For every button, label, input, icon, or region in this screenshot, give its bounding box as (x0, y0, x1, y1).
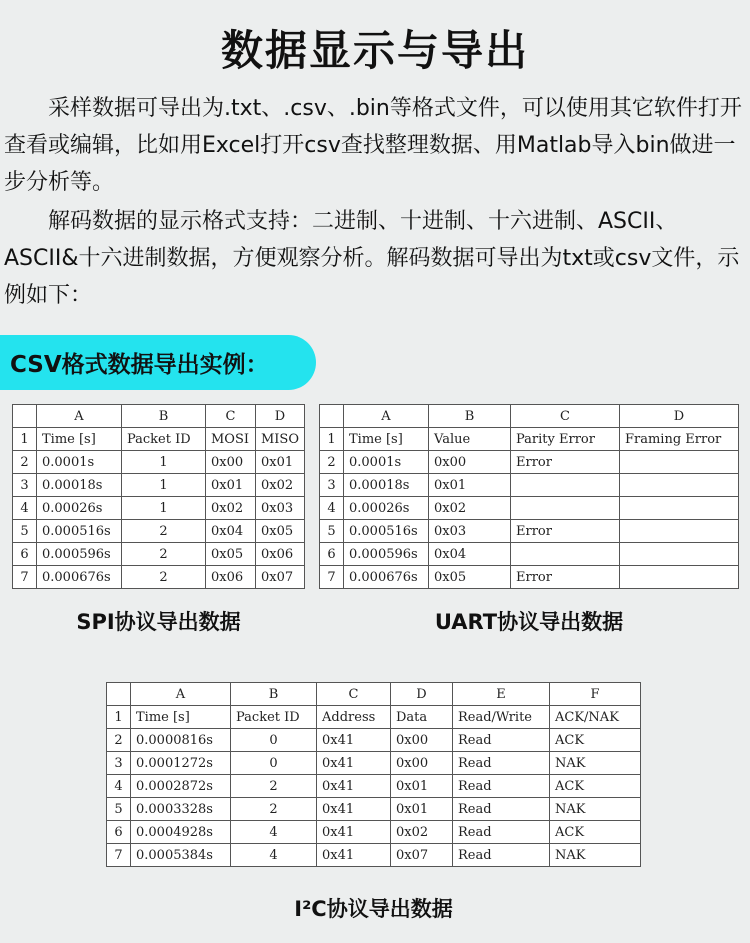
column-header[interactable]: C (317, 683, 391, 706)
column-header[interactable]: D (255, 405, 304, 428)
row-number[interactable]: 3 (13, 474, 37, 497)
table-cell[interactable]: 0.000516s (344, 520, 429, 543)
table-cell[interactable]: Framing Error (620, 428, 739, 451)
table-cell[interactable]: 0x04 (429, 543, 511, 566)
table-row (13, 428, 305, 451)
table-row (13, 497, 305, 520)
table-cell[interactable]: 0 (231, 752, 317, 775)
column-header-row (13, 405, 305, 428)
spi-caption: SPI协议导出数据 (76, 610, 241, 634)
table-cell[interactable]: 0x01 (205, 474, 255, 497)
table-row (320, 566, 739, 589)
row-number[interactable]: 2 (320, 451, 344, 474)
row-number[interactable]: 3 (107, 752, 131, 775)
table-cell[interactable]: 0.000516s (37, 520, 122, 543)
uart-caption: UART协议导出数据 (434, 610, 624, 634)
table-cell[interactable]: 0x06 (205, 566, 255, 589)
table-cell[interactable]: 0.0001272s (131, 752, 231, 775)
table-cell[interactable]: 0.00018s (37, 474, 122, 497)
table-row (320, 520, 739, 543)
corner-cell[interactable] (107, 683, 131, 706)
table-cell[interactable]: 0.0005384s (131, 844, 231, 867)
table-cell[interactable]: 0.000596s (344, 543, 429, 566)
table-cell[interactable]: 0x00 (205, 451, 255, 474)
table-cell[interactable]: Read/Write (453, 706, 550, 729)
table-cell[interactable]: 0x05 (205, 543, 255, 566)
table-cell[interactable]: 0x02 (255, 474, 304, 497)
table-cell[interactable]: ACK (550, 729, 641, 752)
table-cell[interactable] (620, 543, 739, 566)
table-cell[interactable]: Read (453, 752, 550, 775)
paragraph-text: 解码数据的显示格式支持：二进制、十进制、十六进制、ASCII、ASCII&十六进制数据，方便观察分析。解码数据可导出为txt或csv文件，示例如下： (4, 209, 740, 308)
table-cell[interactable]: Error (511, 451, 620, 474)
table-cell[interactable]: 2 (121, 566, 205, 589)
spi-table (12, 404, 305, 589)
table-cell[interactable]: Packet ID (231, 706, 317, 729)
table-row (13, 520, 305, 543)
paragraph-text: 采样数据可导出为.txt、.csv、.bin等格式文件，可以使用其它软件打开查看或编辑，比如用Excel打开csv查找整理数据、用Matlab导入bin做进一步分析等。 (4, 96, 742, 195)
table-cell[interactable]: Time [s] (131, 706, 231, 729)
row-number[interactable]: 1 (107, 706, 131, 729)
banner-label: CSV格式数据导出实例： (10, 352, 269, 378)
paragraph-export-formats (4, 90, 748, 201)
table-cell[interactable]: 0.0004928s (131, 821, 231, 844)
table-cell[interactable]: 1 (121, 497, 205, 520)
table-cell[interactable]: Packet ID (121, 428, 205, 451)
table-row (107, 844, 641, 867)
i2c-table (106, 682, 641, 867)
table-cell[interactable]: 0 (231, 729, 317, 752)
table-cell[interactable]: 0x07 (255, 566, 304, 589)
column-header[interactable]: F (550, 683, 641, 706)
table-cell[interactable]: 0x02 (391, 821, 453, 844)
table-cell[interactable]: Address (317, 706, 391, 729)
table-cell[interactable]: 0x03 (255, 497, 304, 520)
table-cell[interactable]: 0.00026s (37, 497, 122, 520)
table-cell[interactable]: 0.000676s (344, 566, 429, 589)
column-header[interactable]: A (131, 683, 231, 706)
table-cell[interactable]: 0x41 (317, 821, 391, 844)
table-cell[interactable]: Read (453, 821, 550, 844)
corner-cell[interactable] (320, 405, 344, 428)
table-cell[interactable]: 0x41 (317, 752, 391, 775)
row-number[interactable]: 6 (107, 821, 131, 844)
table-cell[interactable]: 0.0002872s (131, 775, 231, 798)
uart-table (319, 404, 739, 589)
column-header[interactable]: D (620, 405, 739, 428)
row-number[interactable]: 4 (107, 775, 131, 798)
table-cell[interactable] (620, 566, 739, 589)
column-header[interactable]: B (121, 405, 205, 428)
table-cell[interactable]: Error (511, 566, 620, 589)
table-cell[interactable]: 0.0003328s (131, 798, 231, 821)
table-cell[interactable]: Read (453, 798, 550, 821)
column-header-row (107, 683, 641, 706)
table-cell[interactable] (511, 543, 620, 566)
column-header[interactable]: C (205, 405, 255, 428)
table-cell[interactable]: 0x02 (429, 497, 511, 520)
table-cell[interactable]: 0x41 (317, 798, 391, 821)
table-cell[interactable]: NAK (550, 798, 641, 821)
table-cell[interactable]: 1 (121, 474, 205, 497)
table-row (107, 706, 641, 729)
paragraph-decode-formats (4, 203, 748, 314)
table-cell[interactable]: 0x04 (205, 520, 255, 543)
table-cell[interactable]: 0x01 (391, 775, 453, 798)
table-row (320, 428, 739, 451)
table-cell[interactable]: 0x05 (429, 566, 511, 589)
row-number[interactable]: 7 (107, 844, 131, 867)
csv-example-banner (0, 335, 316, 390)
table-cell[interactable]: ACK (550, 775, 641, 798)
table-cell[interactable]: Error (511, 520, 620, 543)
table-cell[interactable] (620, 497, 739, 520)
table-cell[interactable]: MOSI (205, 428, 255, 451)
table-cell[interactable]: Time [s] (344, 428, 429, 451)
table-cell[interactable] (511, 497, 620, 520)
table-row (13, 451, 305, 474)
table-cell[interactable]: 0x01 (255, 451, 304, 474)
table-cell[interactable]: 2 (231, 798, 317, 821)
row-number[interactable]: 6 (320, 543, 344, 566)
row-number[interactable]: 2 (107, 729, 131, 752)
row-number[interactable]: 1 (13, 428, 37, 451)
table-row (107, 775, 641, 798)
column-header[interactable]: D (391, 683, 453, 706)
table-cell[interactable]: 0x05 (255, 520, 304, 543)
table-cell[interactable]: 4 (231, 821, 317, 844)
table-cell[interactable]: 0x01 (429, 474, 511, 497)
table-cell[interactable]: 2 (121, 520, 205, 543)
table-cell[interactable]: MISO (255, 428, 304, 451)
table-cell[interactable]: 1 (121, 451, 205, 474)
table-cell[interactable]: 0.0000816s (131, 729, 231, 752)
row-number[interactable]: 6 (13, 543, 37, 566)
table-row (320, 497, 739, 520)
table-row (13, 474, 305, 497)
table-row (107, 729, 641, 752)
table-cell[interactable]: 0x07 (391, 844, 453, 867)
table-row (320, 474, 739, 497)
table-cell[interactable]: Value (429, 428, 511, 451)
table-cell[interactable]: 0.00026s (344, 497, 429, 520)
column-header[interactable]: E (453, 683, 550, 706)
table-cell[interactable]: 4 (231, 844, 317, 867)
table-cell[interactable]: 0x02 (205, 497, 255, 520)
table-cell[interactable]: Read (453, 775, 550, 798)
row-number[interactable]: 5 (13, 520, 37, 543)
table-cell[interactable]: 0.0001s (344, 451, 429, 474)
table-cell[interactable]: NAK (550, 752, 641, 775)
table-cell[interactable]: 0.000676s (37, 566, 122, 589)
table-cell[interactable]: 0.00018s (344, 474, 429, 497)
column-header[interactable]: B (231, 683, 317, 706)
table-cell[interactable]: ACK/NAK (550, 706, 641, 729)
table-cell[interactable]: Data (391, 706, 453, 729)
table-cell[interactable]: 0.0001s (37, 451, 122, 474)
column-header[interactable]: B (429, 405, 511, 428)
table-row (107, 752, 641, 775)
row-number[interactable]: 4 (320, 497, 344, 520)
table-cell[interactable]: 0x06 (255, 543, 304, 566)
table-cell[interactable]: Read (453, 844, 550, 867)
table-cell[interactable]: 2 (121, 543, 205, 566)
row-number[interactable]: 7 (13, 566, 37, 589)
row-number[interactable]: 1 (320, 428, 344, 451)
table-cell[interactable]: 0x03 (429, 520, 511, 543)
table-cell[interactable]: NAK (550, 844, 641, 867)
i2c-caption: I²C协议导出数据 (294, 897, 453, 921)
column-header[interactable]: A (37, 405, 122, 428)
column-header-row (320, 405, 739, 428)
page-title: 数据显示与导出 (220, 26, 529, 75)
row-number[interactable]: 5 (320, 520, 344, 543)
table-cell[interactable]: 2 (231, 775, 317, 798)
table-cell[interactable]: 0x00 (429, 451, 511, 474)
corner-cell[interactable] (13, 405, 37, 428)
table-cell[interactable] (511, 474, 620, 497)
row-number[interactable]: 5 (107, 798, 131, 821)
table-cell[interactable]: Time [s] (37, 428, 122, 451)
table-cell[interactable]: 0x01 (391, 798, 453, 821)
table-cell[interactable]: 0x00 (391, 729, 453, 752)
table-cell[interactable]: 0x00 (391, 752, 453, 775)
table-cell[interactable]: Read (453, 729, 550, 752)
table-cell[interactable]: Parity Error (511, 428, 620, 451)
table-cell[interactable]: 0.000596s (37, 543, 122, 566)
table-row (13, 543, 305, 566)
row-number[interactable]: 2 (13, 451, 37, 474)
table-row (320, 543, 739, 566)
row-number[interactable]: 4 (13, 497, 37, 520)
table-cell[interactable] (620, 474, 739, 497)
column-header[interactable]: C (511, 405, 620, 428)
table-cell[interactable] (620, 451, 739, 474)
table-cell[interactable]: 0x41 (317, 844, 391, 867)
row-number[interactable]: 7 (320, 566, 344, 589)
table-cell[interactable]: ACK (550, 821, 641, 844)
table-cell[interactable]: 0x41 (317, 775, 391, 798)
table-row (107, 821, 641, 844)
row-number[interactable]: 3 (320, 474, 344, 497)
table-cell[interactable]: 0x41 (317, 729, 391, 752)
column-header[interactable]: A (344, 405, 429, 428)
table-cell[interactable] (620, 520, 739, 543)
table-row (107, 798, 641, 821)
table-row (13, 566, 305, 589)
table-row (320, 451, 739, 474)
